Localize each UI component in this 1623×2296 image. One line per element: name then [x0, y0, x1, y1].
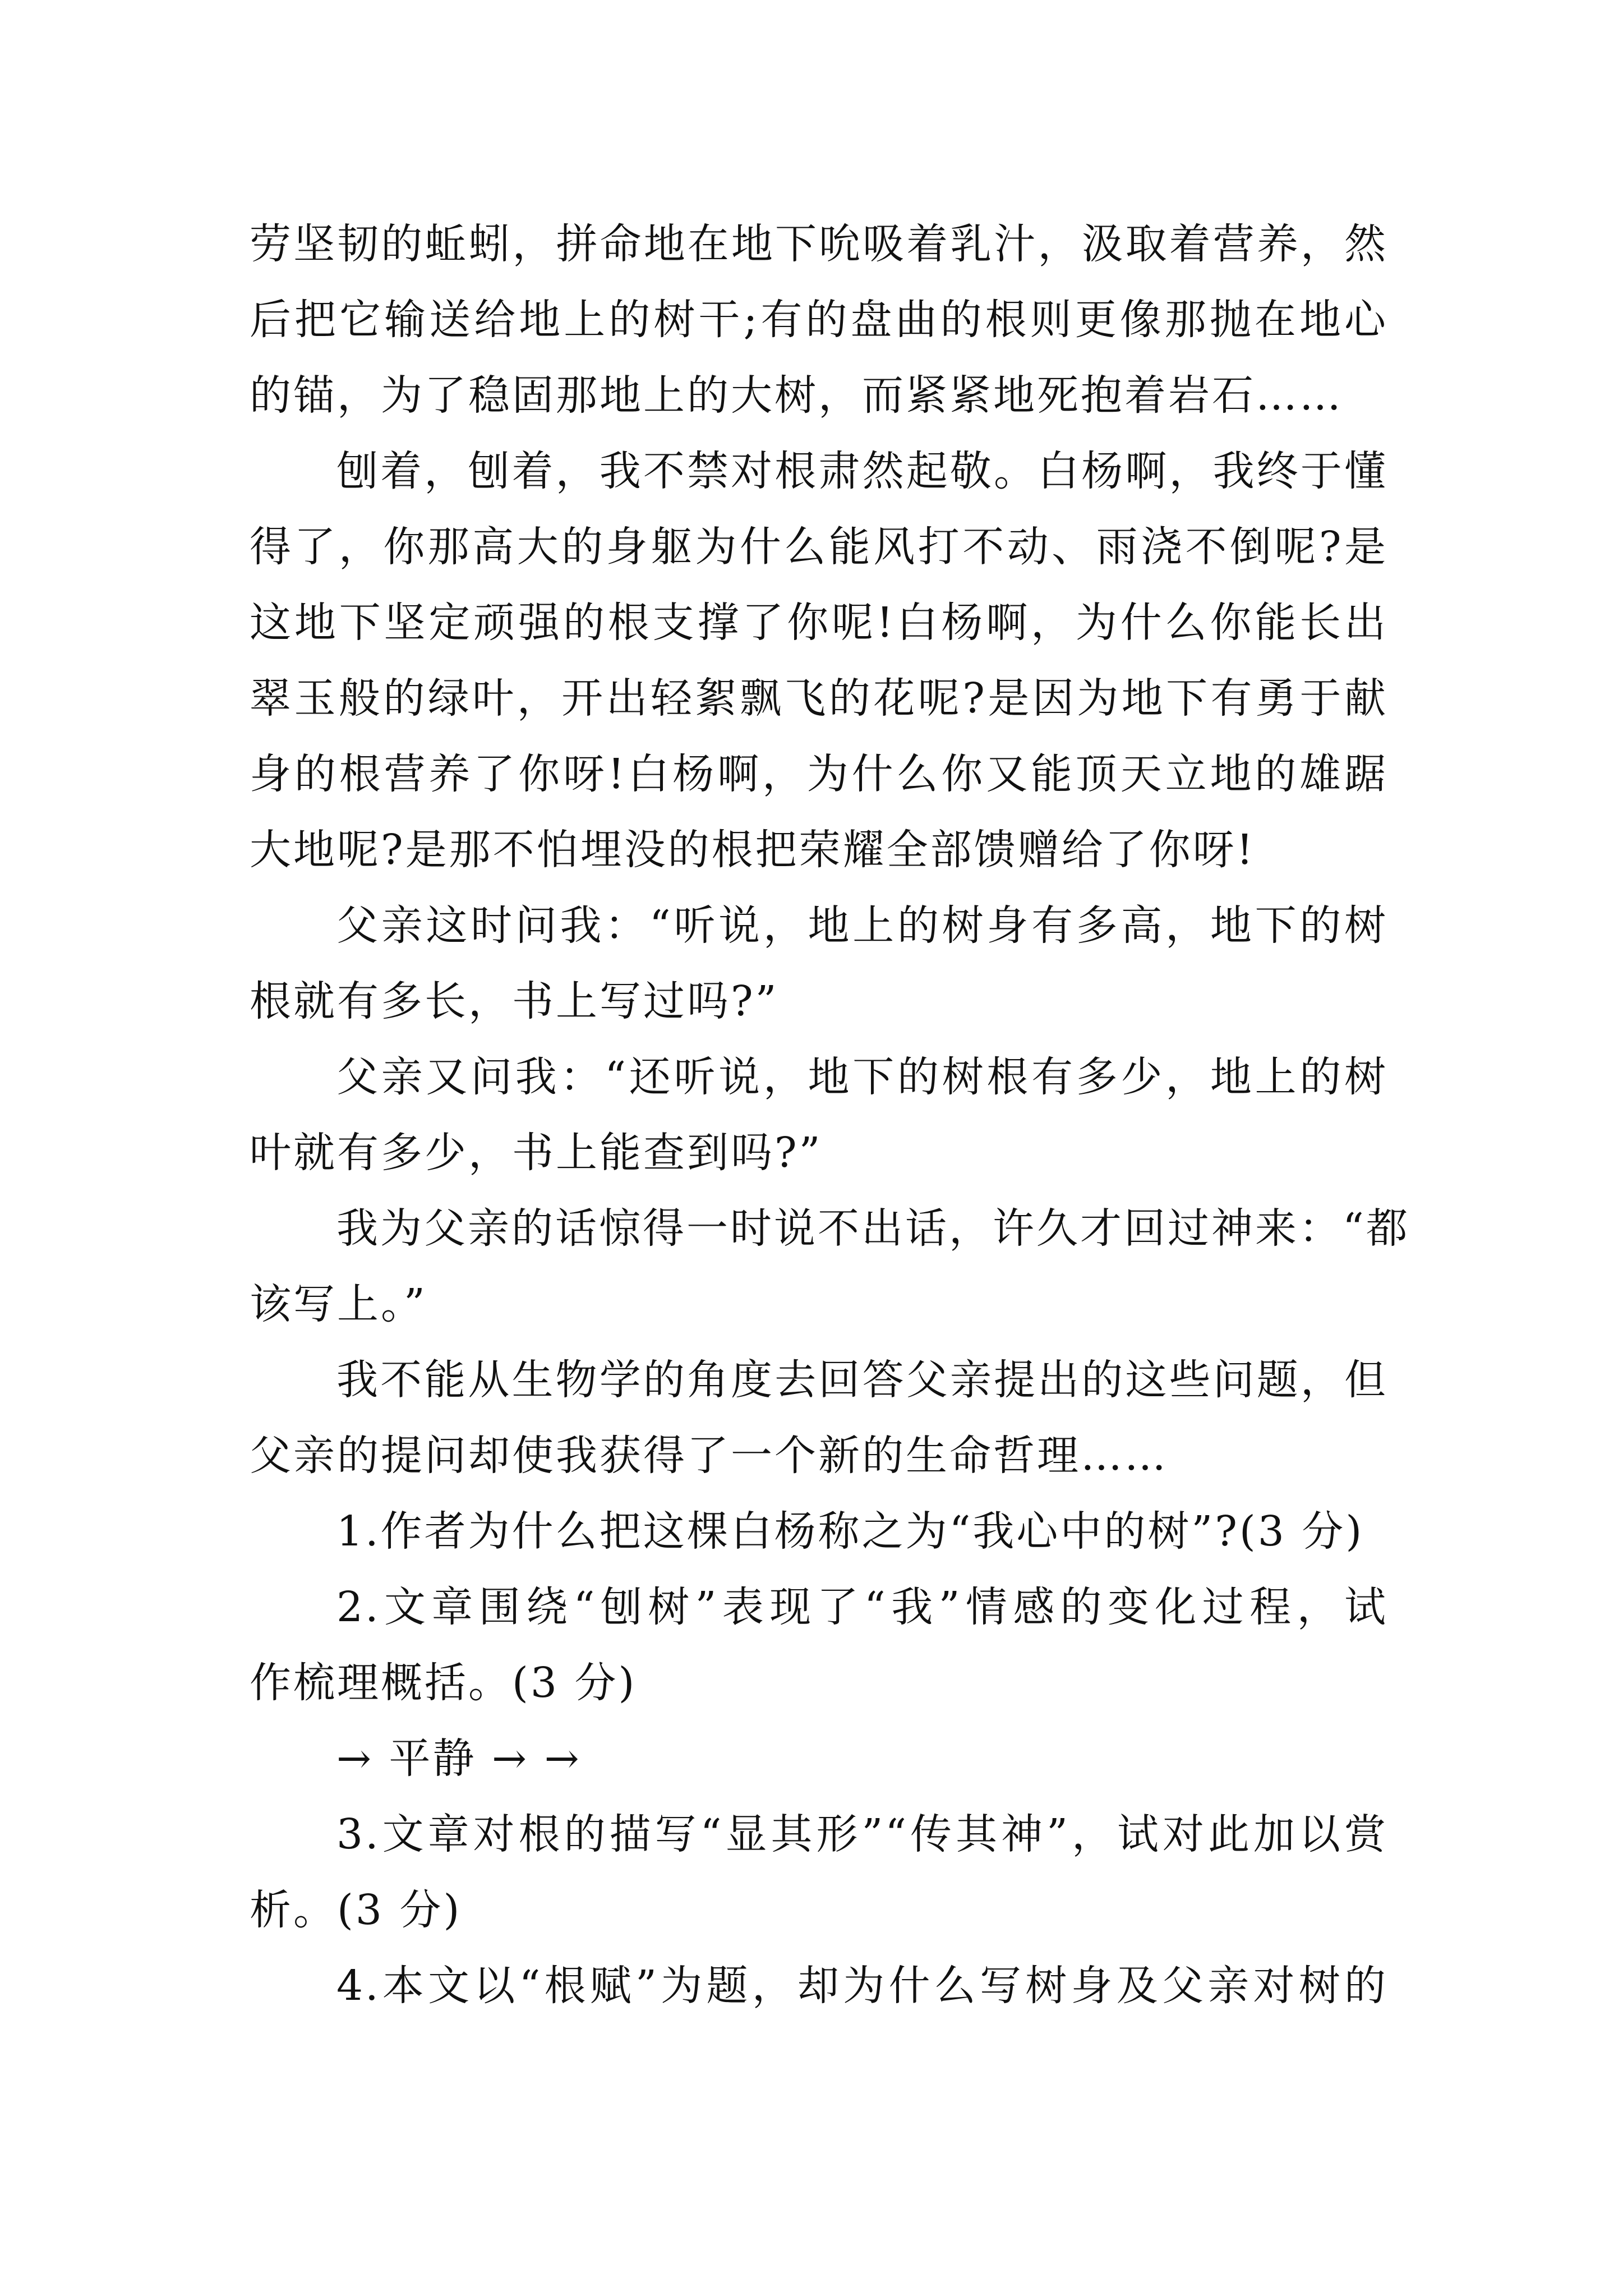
text-line: 这地下坚定顽强的根支撑了你呢!白杨啊，为什么你能长出 [250, 599, 1388, 647]
question-2: 2.文章围绕“刨树”表现了“我”情感的变化过程，试 [336, 1583, 1388, 1631]
question-1: 1.作者为什么把这棵白杨称之为“我心中的树”?(3 分) [336, 1507, 1364, 1556]
text-line: 得了，你那高大的身躯为什么能风打不动、雨浇不倒呢?是 [250, 523, 1388, 571]
text-line: 劳坚韧的蚯蚓，拼命地在地下吮吸着乳汁，汲取着营养，然 [250, 220, 1388, 268]
text-line: 大地呢?是那不怕埋没的根把荣耀全部馈赠给了你呀! [250, 826, 1256, 874]
text-line: 翠玉般的绿叶，开出轻絮飘飞的花呢?是因为地下有勇于献 [250, 674, 1388, 723]
text-line: 后把它输送给地上的树干;有的盘曲的根则更像那抛在地心 [250, 296, 1388, 344]
question-3-cont: 析。(3 分) [250, 1886, 462, 1934]
text-line: 父亲的提问却使我获得了一个新的生命哲理…… [250, 1432, 1168, 1480]
text-line: 我为父亲的话惊得一时说不出话，许久才回过神来：“都 [336, 1204, 1410, 1253]
question-4: 4.本文以“根赋”为题，却为什么写树身及父亲对树的 [336, 1962, 1388, 2010]
answer-blank-row: → 平静 → → [336, 1734, 582, 1783]
question-3: 3.文章对根的描写“显其形”“传其神”，试对此加以赏 [336, 1810, 1388, 1858]
text-line: 该写上。” [250, 1280, 427, 1328]
text-line: 刨着，刨着，我不禁对根肃然起敬。白杨啊，我终于懂 [336, 447, 1388, 495]
text-line: 父亲又问我：“还听说，地下的树根有多少，地上的树 [336, 1053, 1388, 1101]
text-line: 父亲这时问我：“听说，地上的树身有多高，地下的树 [336, 901, 1388, 950]
text-line: 身的根营养了你呀!白杨啊，为什么你又能顶天立地的雄踞 [250, 750, 1388, 798]
text-line: 我不能从生物学的角度去回答父亲提出的这些问题，但 [336, 1356, 1388, 1404]
question-2-cont: 作梳理概括。(3 分) [250, 1659, 637, 1707]
text-line: 的锚，为了稳固那地上的大树，而紧紧地死抱着岩石…… [250, 371, 1343, 420]
text-line: 根就有多长，书上写过吗?” [250, 977, 779, 1025]
text-line: 叶就有多少，书上能查到吗?” [250, 1129, 823, 1177]
